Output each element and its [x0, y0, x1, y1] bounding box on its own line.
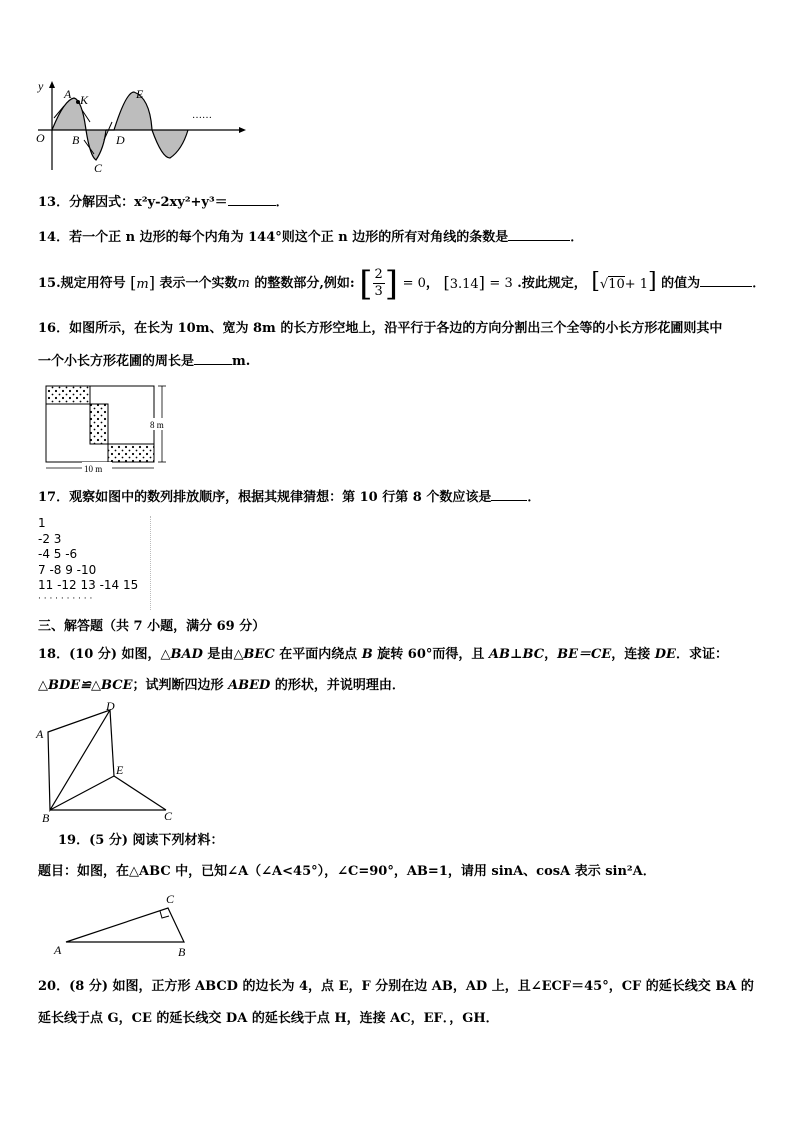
q15-end: ．	[752, 276, 766, 291]
question-18-line2: △BDE≌△BCE；试判断四边形 ABED 的形状，并说明理由．	[38, 678, 405, 693]
question-13	[38, 193, 758, 212]
sequence-row: · · · · · · · · · ·	[38, 593, 93, 604]
label-c: C	[94, 161, 103, 174]
question-14	[38, 228, 758, 247]
label-c: C	[166, 892, 175, 906]
question-17: 17．观察如图中的数列排放顺序，根据其规律猜想：第 10 行第 8 个数应该是 ．	[38, 490, 541, 505]
sequence-row: -4 5 -6	[38, 547, 78, 561]
q15-eq3: = 3	[489, 276, 513, 291]
q15-mid3: .按此规定，	[512, 276, 587, 291]
right-angle-mark	[160, 911, 169, 918]
label-y: y	[38, 79, 44, 93]
garden-plot-1	[46, 386, 90, 404]
q14-text: 14．若一个正 n 边形的每个内角为 144°则这个正 n 边形的所有对角线的条数是	[38, 230, 509, 245]
q16-answer-blank	[194, 352, 232, 365]
garden-plot-2	[90, 404, 108, 444]
wave-figure	[34, 78, 250, 174]
triangle-abc	[66, 908, 184, 942]
sequence-row: -2 3	[38, 531, 62, 546]
segment-ec	[114, 776, 166, 810]
segment-de	[110, 710, 114, 776]
q15-prefix: 15.规定用符号	[38, 276, 126, 291]
x-axis-arrow	[239, 127, 246, 133]
label-b: B	[72, 133, 80, 147]
garden-figure	[40, 382, 176, 474]
question-18-line1: 18．(10 分) 如图，△BAD 是由△BEC 在平面内绕点 B 旋转 60°而得，且 AB⊥BC，BE＝CE，连接 DE．求证：	[38, 647, 728, 662]
number-sequence	[38, 516, 151, 610]
q13-text: 13．分解因式：x²y-2xy²+y³＝	[38, 195, 228, 210]
q13-end: ．	[275, 195, 289, 210]
q15-answer-blank	[700, 274, 752, 287]
label-a: A	[54, 943, 62, 957]
sqrt-icon: √	[599, 277, 609, 292]
rotation-figure	[34, 700, 184, 824]
q15-floor-314: [3.14]	[443, 272, 485, 292]
q14-end: ．	[570, 230, 584, 245]
triangle-figure	[50, 888, 200, 960]
q15-eq0: = 0	[402, 276, 426, 291]
wave-shade-3	[114, 92, 152, 130]
question-15	[38, 262, 766, 306]
question-19-line1: 19．(5 分) 阅读下列材料：	[58, 833, 224, 848]
q14-answer-blank	[508, 228, 570, 241]
q15-floor-m: [m]	[130, 272, 155, 292]
label-d: D	[116, 133, 125, 147]
question-20-line2: 延长线于点 G，CE 的延长线交 DA 的延长线于点 H，连接 AC，EF．，GH．	[38, 1011, 499, 1026]
sequence-row: 7 -8 9 -10	[38, 562, 97, 577]
sequence-row: 1	[38, 516, 46, 530]
q15-m2: m	[237, 276, 250, 291]
q15-floor-sqrt: [√10+ 1]	[591, 269, 657, 294]
q15-suffix: 的值为	[661, 276, 701, 291]
label-a: A	[64, 87, 72, 101]
label-k: K	[80, 93, 89, 107]
question-16-line1: 16．如图所示，在长为 10m、宽为 8m 的长方形空地上，沿平行于各边的方向分割出三个全等的小长方形花圃则其中	[38, 321, 723, 336]
y-axis-arrow	[49, 81, 55, 88]
question-20-line1: 20．(8 分) 如图，正方形 ABCD 的边长为 4，点 E，F 分别在边 AB，AD 上，且∠ECF＝45°，CF 的延长线交 BA 的	[38, 979, 754, 994]
sequence-row: 11 -12 13 -14 15	[38, 578, 139, 592]
q17-answer-blank	[491, 488, 527, 501]
label-e: E	[136, 87, 144, 101]
question-16-line2: 一个小长方形花圃的周长是 m.	[38, 354, 251, 369]
q15-mid1: 表示一个实数	[159, 276, 238, 291]
garden-plot-3	[108, 444, 154, 462]
question-19-line2: 题目：如图，在△ABC 中，已知∠A（∠A<45°），∠C=90°，AB=1，请用 sinA、cosA 表示 sin²A．	[38, 864, 656, 879]
height-label: 8 m	[150, 420, 164, 430]
label-o: O	[36, 131, 45, 145]
q15-mid2: 的整数部分,例如:	[249, 276, 355, 291]
q15-floor-fraction: [ $\frac{2}{3}$ ]	[359, 263, 399, 304]
width-label: 10 m	[84, 464, 103, 474]
label-c: C	[164, 809, 173, 823]
q15-comma: ，	[425, 276, 439, 291]
q13-answer-blank	[228, 193, 276, 206]
label-e: E	[116, 763, 124, 777]
label-dots: ……	[192, 110, 212, 121]
label-d: D	[106, 700, 115, 713]
label-b: B	[42, 811, 50, 824]
section-title: 三、解答题（共 7 小题，满分 69 分）	[38, 619, 266, 634]
label-a: A	[36, 727, 44, 741]
label-b: B	[178, 945, 186, 959]
